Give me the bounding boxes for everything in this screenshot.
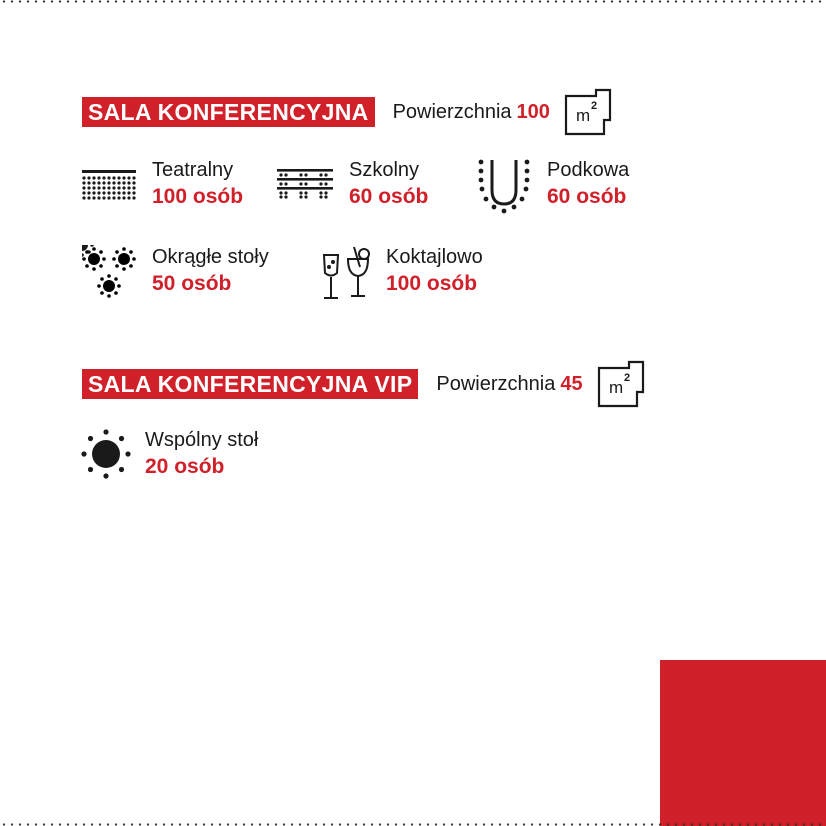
section-conference-room-header: [82, 88, 612, 136]
layout-label: Okrągłe stoły: [152, 246, 269, 268]
unit-text: m: [575, 106, 591, 125]
m2-area-icon: [564, 88, 612, 136]
unit-sup: 2: [590, 100, 598, 112]
classroom-seating-icon: [277, 158, 335, 204]
layout-item-cocktail: [320, 245, 483, 301]
shared-table-icon: [80, 428, 132, 480]
area-info: [393, 101, 550, 124]
layout-capacity: 60 osób: [349, 185, 429, 208]
section-title: SALA KONFERENCYJNA: [82, 97, 375, 127]
area-label: Powierzchnia: [392, 100, 512, 123]
unit-text: m: [608, 378, 623, 397]
layout-capacity: 50 osób: [152, 272, 232, 295]
area-value: 100: [516, 100, 550, 123]
layout-item-round-tables: [82, 245, 269, 301]
layout-item-classroom: [277, 158, 428, 212]
layout-label: Teatralny: [152, 159, 234, 181]
decorative-red-square: [660, 660, 826, 826]
area-label: Powierzchnia: [436, 372, 556, 395]
layout-label: Wspólny stoł: [145, 429, 259, 451]
top-dotted-border: [0, 0, 826, 3]
layout-item-shared-table: [80, 428, 258, 482]
section-title: SALA KONFERENCYJNA VIP: [82, 369, 418, 399]
area-value: 45: [560, 372, 583, 395]
layout-capacity: 100 osób: [386, 272, 478, 295]
layout-label: Podkowa: [547, 159, 630, 181]
m2-area-icon: [597, 360, 645, 408]
layout-label: Szkolny: [349, 159, 420, 181]
round-tables-icon: [82, 245, 138, 301]
layout-capacity: 100 osób: [152, 185, 244, 208]
u-shape-seating-icon: [475, 158, 533, 216]
layout-capacity: 20 osób: [145, 455, 225, 478]
theater-seating-icon: [82, 158, 138, 204]
layout-item-theater: [82, 158, 243, 212]
unit-sup: 2: [623, 372, 630, 384]
layout-label: Koktajlowo: [386, 246, 483, 268]
area-info: [436, 373, 582, 396]
section-vip-room-header: [82, 360, 645, 408]
cocktail-glasses-icon: [320, 245, 372, 301]
layout-capacity: 60 osób: [547, 185, 627, 208]
layout-item-u-shape: [475, 158, 629, 216]
